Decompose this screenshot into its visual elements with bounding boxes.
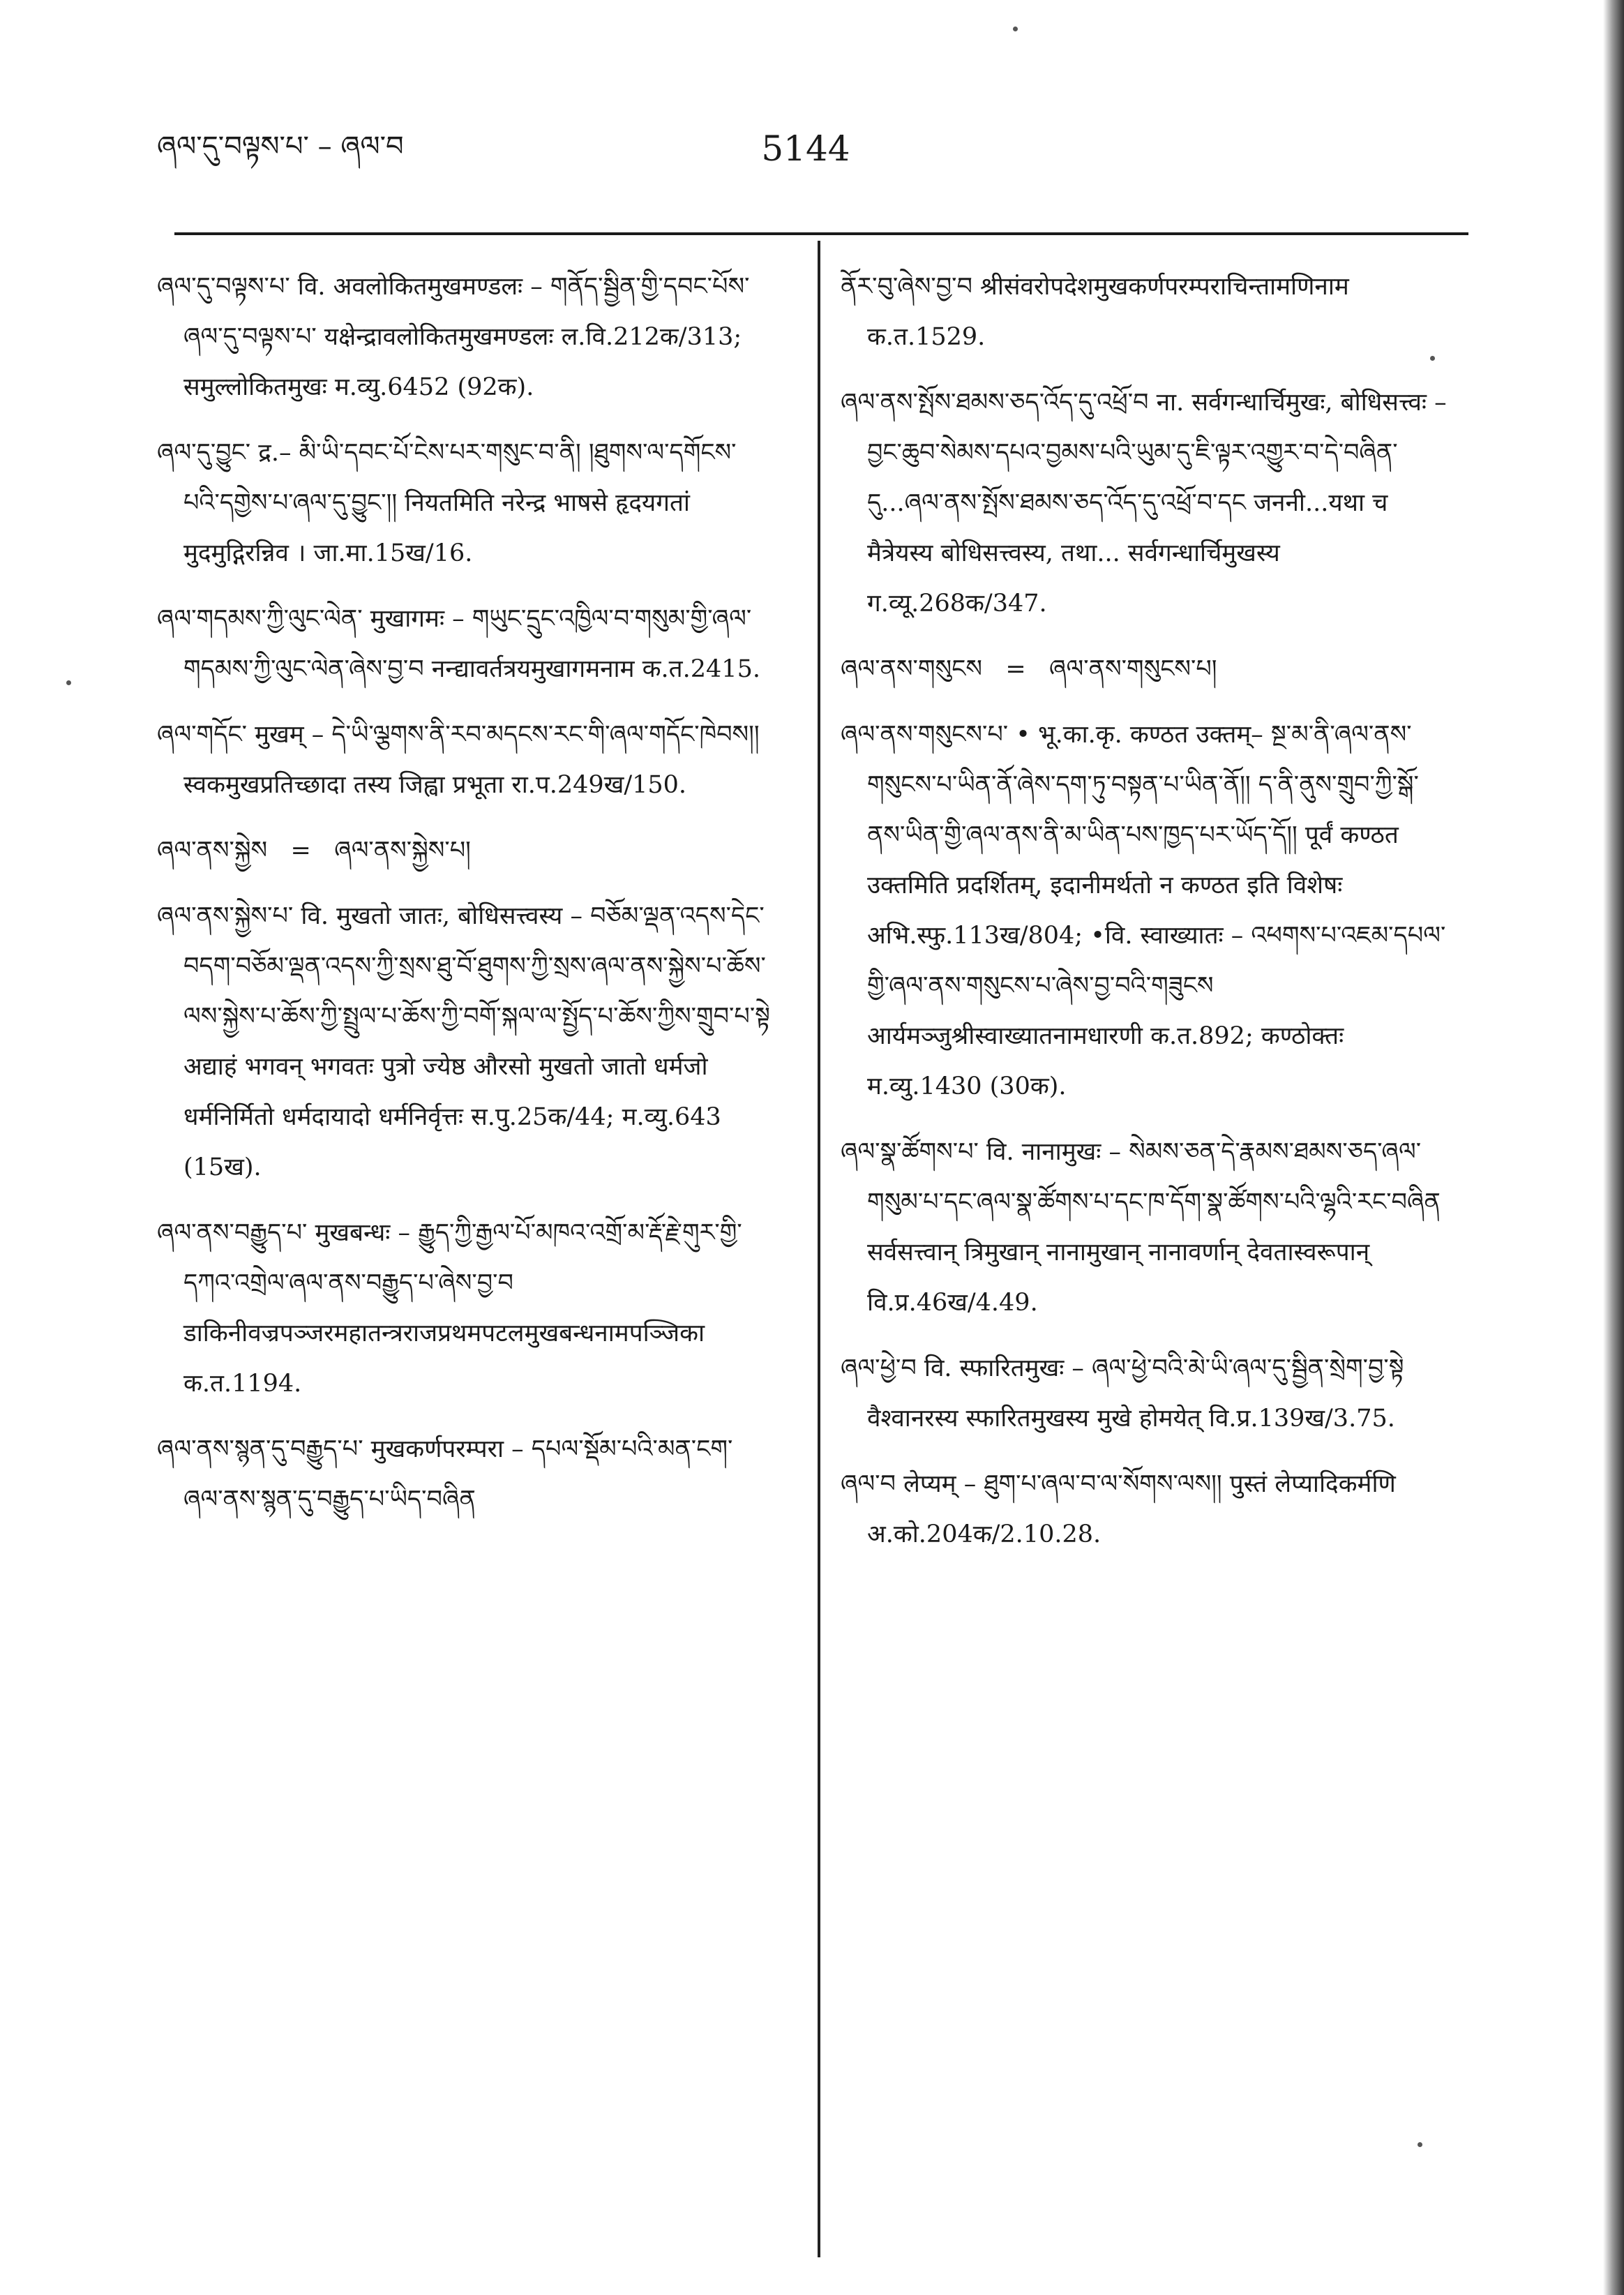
entry-text: ཞལ་ནས་སྐྱེས = ཞལ་ནས་སྐྱེས་པ། [157, 837, 471, 865]
entry-text: ཞལ་ཕྱེ་བ वि. स्फारितमुखः – ཞལ་ཕྱེ་བའི་མེ་ཡི་ཞལ་དུ་སྦྱིན་སྲེག་བྱ་སྟེ वैश्वानरस्य स्फारितमुखस्य मुखे होमयेत् वि.प्र.139ख/3.75. [841, 1354, 1412, 1433]
scan-speck [1430, 356, 1435, 361]
left-column [157, 262, 779, 1540]
dictionary-entry [841, 1459, 1454, 1560]
dictionary-entry [841, 1127, 1454, 1328]
entry-text: ཞལ་ནས་སྐྱེས་པ་ वि. मुखतो जातः, बोधिसत्त्वस्य – བཅོམ་ལྡན་འདས་དེང་བདག་བཅོམ་ལྡན་འདས་ཀྱི་སྲས་ཐུ་བོ་ཐུགས་ཀྱི་སྲས་ཞལ་ནས་སྐྱེས་པ་ཆོས་ལས་སྐྱེས་པ་ཆོས་ཀྱི་སྤྲུལ་པ་ཆོས་ཀྱི་བགོ་སྐལ་ལ་སྤྱོད་པ་ཆོས་ཀྱིས་གྲུབ་པ་སྟེ अद्याहं भगवन् भगवतः पुत्रो ज्येष्ठ औरसो मुखतो जातो धर्मजो धर्मनिर्मितो धर्मदायादो धर्मनिर्वृत्तः स.पु.25क/44; म.व्यु.643 (15ख). [157, 902, 779, 1181]
dictionary-entry [157, 1424, 771, 1525]
column-divider [818, 241, 820, 2257]
cross-reference-entry [841, 644, 1454, 694]
page-edge-shadow [1603, 0, 1624, 2295]
entry-text: ཞལ་དུ་བྱུང་ द्र.– མི་ཡི་དབང་པོ་ངེས་པར་གསུང་བ་ནི། །ཐུགས་ལ་དགོངས་པའི་དགྱེས་པ་ཞལ་དུ་བྱུང་།། नियतमिति नरेन्द्र भाषसे हृदयगतां मुदमुद्गिरन्निव । जा.मा.15ख/16. [157, 439, 737, 567]
running-head: ཞལ་དུ་བལྟས་པ་ – ཞལ་བ [157, 130, 404, 163]
entry-text: ནོར་བུ་ཞེས་བྱ་བ श्रीसंवरोपदेशमुखकर्णपरम्पराचिन्तामणिनाम क.त.1529. [841, 273, 1357, 351]
cross-reference-entry [157, 825, 771, 876]
entry-text: ཞལ་བ लेप्यम् – ཐུག་པ་ཞལ་བ་ལ་སོགས་ལས།། पुस्तं लेप्यादिकर्मणि अ.को.204क/2.10.28. [841, 1470, 1404, 1548]
header-rule [174, 232, 1468, 235]
dictionary-entry [841, 710, 1454, 1112]
dictionary-entry [157, 428, 771, 578]
dictionary-entry [157, 1208, 771, 1409]
entry-text: ཞལ་གདོང་ मुखम् – དེ་ཡི་ལྕགས་ནི་རབ་མདངས་རང་གི་ཞལ་གདོང་ཁེབས།། स्वकमुखप्रतिच्छादा तस्य जिह्वा प्रभूता रा.प.249ख/150. [157, 721, 767, 799]
scan-speck [1013, 27, 1018, 31]
dictionary-entry [157, 891, 779, 1193]
entry-text: ཞལ་སྣ་ཚོགས་པ་ वि. नानामुखः – སེམས་ཅན་དེ་རྣམས་ཐམས་ཅད་ཞལ་གསུམ་པ་དང་ཞལ་སྣ་ཚོགས་པ་དང་ཁ་དོག་སྣ་ཚོགས་པའི་ལྷའི་རང་བཞིན सर्वसत्त्वान् त्रिमुखान् नानामुखान् नानावर्णान् देवतास्वरूपान् वि.प्र.46ख/4.49. [841, 1138, 1448, 1317]
scan-speck [66, 680, 71, 685]
entry-text: ཞལ་གདམས་ཀྱི་ལུང་ལེན་ मुखागमः – གཡུང་དྲུང་འཁྱིལ་བ་གསུམ་གྱི་ཞལ་གདམས་ཀྱི་ལུང་ལེན་ཞེས་བྱ་བ नन्द्यावर्तत्रयमुखागमनाम क.त.2415. [157, 605, 760, 683]
dictionary-entry [157, 262, 771, 412]
right-column [841, 262, 1454, 1575]
dictionary-entry [841, 377, 1454, 629]
dictionary-entry [157, 594, 771, 694]
dictionary-entry [841, 1343, 1454, 1444]
entry-text: ཞལ་ནས་བརྒྱུད་པ་ मुखबन्धः – རྒྱུད་ཀྱི་རྒྱལ་པོ་མཁའ་འགྲོ་མ་རྡོ་རྗེ་གུར་གྱི་དཀའ་འགྲེལ་ཞལ་ནས་བརྒྱུད་པ་ཞེས་བྱ་བ डाकिनीवज्रपञ्जरमहातन्त्रराजप्रथमपटलमुखबन्धनामपञ्जिका क.त.1194. [157, 1219, 742, 1398]
entry-text: ཞལ་དུ་བལྟས་པ་ वि. अवलोकितमुखमण्डलः – གནོད་སྦྱིན་གྱི་དབང་པོས་ཞལ་དུ་བལྟས་པ་ यक्षेन्द्रावलोकितमुखमण्डलः ल.वि.212क/313; समुल्लोकितमुखः म.व्यु.6452 (92क). [157, 273, 750, 401]
entry-text: ཞལ་ནས་གསུངས = ཞལ་ནས་གསུངས་པ། [841, 655, 1217, 683]
scan-speck [1418, 2142, 1422, 2147]
entry-text: ཞལ་ནས་སྙན་དུ་བརྒྱུད་པ་ मुखकर्णपरम्परा – དཔལ་སྡོམ་པའི་མན་ངག་ཞལ་ནས་སྙན་དུ་བརྒྱུད་པ་ཡིད་བཞིན [157, 1435, 733, 1513]
dictionary-entry-continuation [841, 262, 1454, 362]
entry-text: ཞལ་ནས་སྤོས་ཐམས་ཅད་འོད་དུ་འཕྲོ་བ ना. सर्वगन्धार्चिमुखः, बोधिसत्त्वः – བྱང་ཆུབ་སེམས་དཔའ་བྱམས་པའི་ཡུམ་དུ་ཇི་ལྟར་འགྱུར་བ་དེ་བཞིན་དུ...ཞལ་ནས་སྤོས་ཐམས་ཅད་འོད་དུ་འཕྲོ་བ་དང जननी...यथा च मैत्रेयस्य बोधिसत्त्वस्य, तथा... सर्वगन्धार्चिमुखस्य ग.व्यू.268क/347. [841, 389, 1454, 618]
dictionary-entry [157, 710, 771, 810]
page-number: 5144 [761, 128, 850, 169]
entry-text: ཞལ་ནས་གསུངས་པ་ • भू.का.कृ. कण्ठत उक्तम्– སྔ་མ་ནི་ཞལ་ནས་གསུངས་པ་ཡིན་ནོ་ཞེས་དག་ཏུ་བསྟན་པ་ཡིན་ནོ།། ད་ནི་ནུས་གྲུབ་ཀྱི་སྒོ་ནས་ཡིན་གྱི་ཞལ་ནས་ནི་མ་ཡིན་པས་ཁྱད་པར་ཡོད་དོ།། पूर्वं कण्ठत उक्तमिति प्रदर्शितम्, इदानीमर्थतो न कण्ठत इति विशेषः अभि.स्फु.113ख/804; •वि. स्वाख्यातः – འཕགས་པ་འཇམ་དཔལ་གྱི་ཞལ་ནས་གསུངས་པ་ཞེས་བྱ་བའི་གཟུངས आर्यमञ्जुश्रीस्वाख्यातनामधारणी क.त.892; कण्ठोक्तः म.व्यु.1430 (30क). [841, 721, 1446, 1100]
